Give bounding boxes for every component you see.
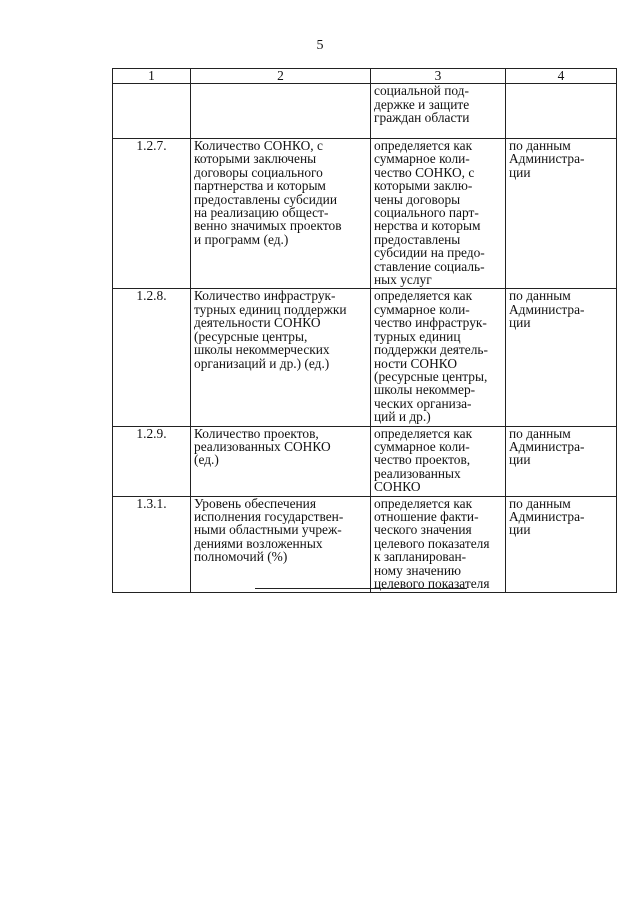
method-line: ставление социаль- — [374, 258, 485, 274]
method-line: целевого показателя — [374, 576, 490, 591]
indicator-line: турных единиц поддержки — [194, 301, 347, 317]
table-row — [113, 289, 617, 426]
indicator-line: ными областными учреж- — [194, 522, 342, 538]
method-line: к запланирован- — [374, 549, 467, 565]
table-row — [113, 139, 617, 289]
method-line: целевого показателя — [374, 535, 490, 551]
method-line: чество проектов, — [374, 452, 471, 468]
method-line: определяется как — [374, 138, 473, 153]
indicator-line: Уровень обеспечения — [194, 496, 316, 511]
cell-source — [506, 426, 617, 496]
indicator-line: венно значимых проектов — [194, 218, 342, 234]
indicator-line: (ед.) — [194, 452, 219, 468]
header-col-1: 1 — [113, 69, 191, 84]
indicators-table — [112, 68, 617, 593]
method-line: чены договоры — [374, 191, 461, 207]
indicator-line: которыми заключены — [194, 151, 317, 167]
method-line: нерства и которым — [374, 218, 481, 234]
source-line: ции — [509, 452, 531, 468]
indicator-line: на реализацию общест- — [194, 205, 329, 221]
method-line: СОНКО — [374, 479, 421, 495]
method-line: ческих организа- — [374, 395, 472, 411]
source-line: по данным — [509, 496, 571, 511]
page-number: 5 — [316, 38, 324, 53]
method-line: определяется как — [374, 496, 473, 511]
method-line: (ресурсные центры, — [374, 368, 488, 384]
method-line: ций и др.) — [374, 409, 431, 425]
method-line: суммарное коли- — [374, 151, 470, 167]
indicator-line: деятельности СОНКО — [194, 315, 321, 331]
table-row-continuation — [113, 84, 617, 139]
source-line: Администра- — [509, 508, 585, 524]
cell-number: 1.2.9. — [113, 426, 191, 496]
cell-indicator — [191, 139, 371, 289]
cell-source — [506, 84, 617, 139]
method-line: определяется как — [374, 288, 473, 304]
header-col-2: 2 — [191, 69, 371, 84]
source-line: по данным — [509, 426, 571, 441]
indicator-line: школы некоммерческих — [194, 342, 330, 358]
cell-method — [371, 139, 506, 289]
header-col-3: 3 — [371, 69, 506, 84]
cell-number: 1.3.1. — [113, 496, 191, 593]
indicator-line: договоры социального — [194, 164, 323, 180]
method-line: ности СОНКО — [374, 355, 458, 371]
method-line: ному значению — [374, 562, 461, 578]
indicator-line: партнерства и которым — [194, 178, 326, 194]
indicator-line: Количество СОНКО, с — [194, 138, 323, 153]
cell-source — [506, 496, 617, 593]
header-col-4: 4 — [506, 69, 617, 84]
method-line: социальной под- — [374, 83, 469, 98]
indicator-line: организаций и др.) (ед.) — [194, 355, 330, 371]
method-line: чество инфраструк- — [374, 315, 487, 331]
cell-indicator — [191, 289, 371, 426]
cell-method — [371, 426, 506, 496]
cell-indicator — [191, 84, 371, 139]
method-line: поддержки деятель- — [374, 342, 488, 358]
method-line: суммарное коли- — [374, 438, 470, 454]
source-line: ции — [509, 315, 531, 331]
table-row — [113, 426, 617, 496]
source-line: по данным — [509, 138, 571, 153]
method-line: школы некоммер- — [374, 382, 476, 398]
method-line: социального парт- — [374, 205, 479, 221]
cell-indicator — [191, 496, 371, 593]
cell-indicator — [191, 426, 371, 496]
source-line: по данным — [509, 288, 571, 304]
source-line: Администра- — [509, 301, 585, 317]
source-line: ции — [509, 164, 531, 180]
method-line: определяется как — [374, 426, 473, 441]
indicator-line: исполнения государствен- — [194, 508, 344, 524]
indicator-line: реализованных СОНКО — [194, 438, 331, 454]
method-line: отношение факти- — [374, 508, 479, 524]
indicator-line: Количество инфраструк- — [194, 288, 336, 304]
method-line: турных единиц — [374, 328, 461, 344]
indicator-line: (ресурсные центры, — [194, 328, 308, 344]
cell-method — [371, 289, 506, 426]
method-line: держке и защите — [374, 96, 470, 112]
method-line: граждан области — [374, 110, 470, 125]
indicator-line: предоставлены субсидии — [194, 191, 338, 207]
cell-source — [506, 139, 617, 289]
indicator-line: дениями возложенных — [194, 535, 323, 551]
cell-method — [371, 84, 506, 139]
indicator-line: Количество проектов, — [194, 426, 319, 441]
method-line: которыми заклю- — [374, 178, 473, 194]
method-line: реализованных — [374, 465, 461, 481]
cell-number: 1.2.8. — [113, 289, 191, 426]
end-of-document-rule — [255, 588, 467, 589]
method-line: суммарное коли- — [374, 301, 470, 317]
cell-number — [113, 84, 191, 139]
indicator-line: полномочий (%) — [194, 549, 288, 565]
method-line: ческого значения — [374, 522, 472, 538]
source-line: Администра- — [509, 438, 585, 454]
cell-method — [371, 496, 506, 593]
source-line: Администра- — [509, 151, 585, 167]
method-line: предоставлены — [374, 231, 461, 247]
indicator-line: и программ (ед.) — [194, 231, 289, 247]
method-line: субсидии на предо- — [374, 245, 485, 261]
table-row — [113, 496, 617, 593]
cell-number: 1.2.7. — [113, 139, 191, 289]
method-line: чество СОНКО, с — [374, 164, 475, 180]
method-line: ных услуг — [374, 272, 432, 288]
table-header-row — [113, 69, 617, 84]
source-line: ции — [509, 522, 531, 538]
cell-source — [506, 289, 617, 426]
